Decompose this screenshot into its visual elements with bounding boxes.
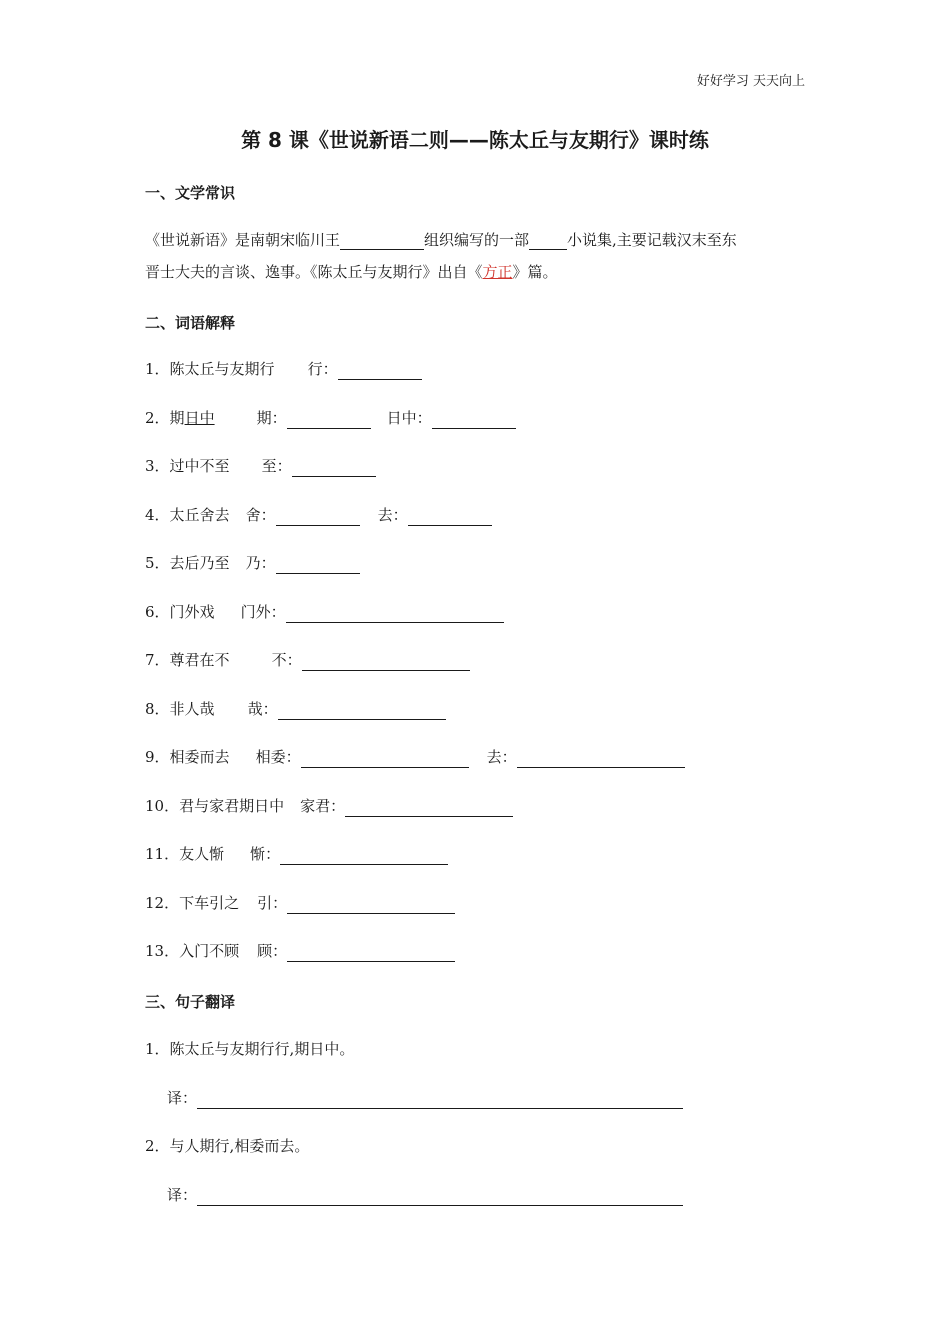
section-heading-sentence-translation: 三、句子翻译 <box>145 993 236 1011</box>
question-text: 门外戏 <box>169 603 215 621</box>
translation-label: 译： <box>167 1089 198 1107</box>
answer-blank[interactable] <box>345 800 513 817</box>
answer-blank[interactable] <box>276 509 360 526</box>
vocab-item <box>145 795 513 817</box>
item-number: 9． <box>145 748 170 766</box>
vocab-item <box>145 843 448 865</box>
answer-blank[interactable] <box>278 703 446 720</box>
answer-blank[interactable] <box>529 233 567 250</box>
keyword-label: 不： <box>271 651 302 669</box>
section-heading-literary-knowledge: 一、文学常识 <box>145 184 236 202</box>
page-title: 第 8 课《世说新语二则——陈太丘与友期行》课时练 <box>241 128 709 152</box>
item-number: 13． <box>145 942 180 960</box>
translation-answer-line <box>167 1087 683 1109</box>
translation-answer-line <box>167 1184 683 1206</box>
answer-text: 方正 <box>482 263 513 281</box>
question-text: 过中不至 <box>169 457 230 475</box>
question-text: 君与家君期日中 <box>179 797 285 815</box>
keyword-label: 日中： <box>386 409 432 427</box>
vocab-item <box>145 601 504 623</box>
question-text: 去后乃至 <box>169 554 230 572</box>
vocab-item <box>145 504 492 526</box>
text: 《世说新语》是南朝宋临川王 <box>145 231 341 249</box>
keyword-label: 去： <box>377 506 408 524</box>
answer-blank[interactable] <box>408 509 492 526</box>
item-number: 5． <box>145 554 170 572</box>
translation-label: 译： <box>167 1186 198 1204</box>
literary-knowledge-line-1 <box>145 230 737 250</box>
keyword-label: 乃： <box>245 554 276 572</box>
item-number: 10． <box>145 797 180 815</box>
question-text: 期 <box>169 409 185 427</box>
page-header-motto: 好好学习 天天向上 <box>696 74 805 89</box>
item-number: 6． <box>145 603 170 621</box>
keyword-label: 家君： <box>300 797 346 815</box>
item-number: 3． <box>145 457 170 475</box>
question-text: 非人哉 <box>169 700 215 718</box>
item-number: 4． <box>145 506 170 524</box>
question-text: 与人期行,相委而去。 <box>169 1137 310 1155</box>
item-number: 11． <box>145 845 180 863</box>
keyword-label: 顾： <box>257 942 288 960</box>
vocab-item <box>145 698 446 720</box>
answer-blank[interactable] <box>302 654 470 671</box>
question-text: 陈太丘与友期行 <box>169 360 275 378</box>
answer-blank[interactable] <box>301 751 469 768</box>
answer-blank[interactable] <box>287 897 455 914</box>
text: 组织编写的一部 <box>424 231 530 249</box>
question-text: 相委而去 <box>169 748 230 766</box>
answer-blank[interactable] <box>287 412 371 429</box>
keyword-label: 舍： <box>245 506 276 524</box>
vocab-item <box>145 455 376 477</box>
item-number: 8． <box>145 700 170 718</box>
keyword-label: 至： <box>261 457 292 475</box>
item-number: 1． <box>145 360 170 378</box>
keyword-label: 惭： <box>250 845 281 863</box>
keyword-label: 去： <box>486 748 517 766</box>
answer-blank[interactable] <box>286 606 504 623</box>
answer-blank[interactable] <box>517 751 685 768</box>
keyword-label: 门外： <box>240 603 286 621</box>
vocab-item <box>145 746 685 768</box>
answer-blank[interactable] <box>197 1189 683 1206</box>
item-number: 2． <box>145 409 170 427</box>
answer-blank[interactable] <box>197 1092 683 1109</box>
vocab-item <box>145 940 455 962</box>
text: 晋士大夫的言谈、逸事。《陈太丘与友期行》出自《 <box>145 263 483 281</box>
text: 小说集,主要记载汉末至东 <box>567 231 737 249</box>
question-text: 下车引之 <box>179 894 240 912</box>
vocab-item <box>145 892 455 914</box>
answer-blank[interactable] <box>292 460 376 477</box>
literary-knowledge-line-2 <box>145 262 558 282</box>
answer-blank[interactable] <box>280 848 448 865</box>
item-number: 2． <box>145 1137 170 1155</box>
vocab-item <box>145 552 360 574</box>
item-number: 7． <box>145 651 170 669</box>
translation-question <box>145 1135 309 1157</box>
question-text: 太丘舍去 <box>169 506 230 524</box>
keyword-label: 行： <box>307 360 338 378</box>
section-heading-word-explanation: 二、词语解释 <box>145 314 236 332</box>
question-text: 入门不顾 <box>179 942 240 960</box>
question-text: 陈太丘与友期行行,期日中。 <box>169 1040 355 1058</box>
keyword-label: 引： <box>257 894 288 912</box>
vocab-item <box>145 358 422 380</box>
translation-question <box>145 1038 354 1060</box>
question-text: 友人惭 <box>179 845 225 863</box>
keyword-label: 期： <box>256 409 287 427</box>
item-number: 1． <box>145 1040 170 1058</box>
text: 》篇。 <box>512 263 558 281</box>
keyword-label: 哉： <box>247 700 278 718</box>
answer-blank[interactable] <box>287 945 455 962</box>
answer-blank[interactable] <box>338 363 422 380</box>
answer-blank[interactable] <box>340 233 424 250</box>
vocab-item <box>145 407 516 429</box>
answer-blank[interactable] <box>276 557 360 574</box>
item-number: 12． <box>145 894 180 912</box>
question-text: 尊君在不 <box>169 651 230 669</box>
answer-blank[interactable] <box>432 412 516 429</box>
question-text-underlined: 日中 <box>184 409 215 427</box>
keyword-label: 相委： <box>255 748 301 766</box>
vocab-item <box>145 649 470 671</box>
